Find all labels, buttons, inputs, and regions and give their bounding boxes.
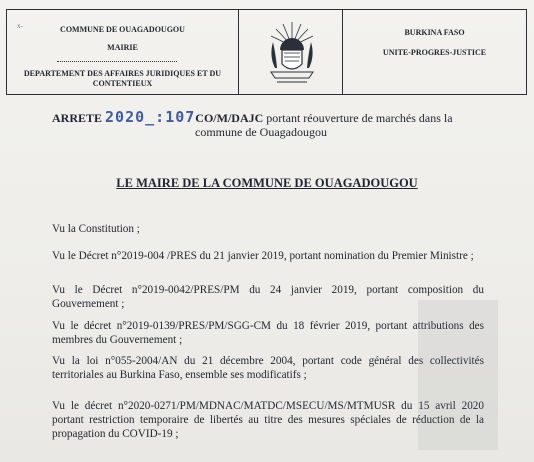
mairie-label: MAIRIE (107, 43, 138, 52)
coat-of-arms-icon (263, 16, 321, 88)
commune-name: COMMUNE DE OUAGADOUGOU (60, 25, 185, 34)
letterhead-left (7, 10, 239, 94)
visa-item: Vu le décret n°2019-0139/PRES/PM/SGG-CM du 18 février 2019, portant attributions des membres du Gouvernement ; (52, 320, 484, 346)
visa-item: Vu le Décret n°2019-0042/PRES/PM du 24 janvier 2019, portant composition du Gouvernement ; (52, 284, 484, 310)
header-rule (57, 61, 177, 62)
arrete-number: 2020_:107 (105, 108, 196, 126)
arrete-subject-line1: portant réouverture de marchés dans la (266, 111, 453, 125)
margin-mark: x- (17, 22, 23, 30)
national-motto: UNITE-PROGRES-JUSTICE (382, 48, 487, 57)
arrete-title (52, 110, 522, 139)
letterhead-emblem (239, 10, 343, 94)
visa-item: Vu le décret n°2020-0271/PM/MDNAC/MATDC/MSECU/MS/MTMUSR du 15 avril 2020 portant restriction temporaire de libertés au titre des mesures spéciales de réduction de la propagation du COVID-19 ; (52, 400, 484, 440)
letterhead (6, 9, 527, 95)
visa-item: Vu la loi n°055-2004/AN du 21 décembre 2004, portant code général des collectivités territoriales au Burkina Faso, ensemble ses modificatifs ; (52, 355, 484, 381)
visa-item: Vu la Constitution ; (52, 223, 140, 235)
letterhead-right (343, 10, 526, 94)
arrete-code: CO/M/DAJC (195, 111, 264, 125)
arrete-label: ARRETE (52, 111, 103, 125)
visa-item: Vu le Décret n°2019-004 /PRES du 21 janvier 2019, portant nomination du Premier Ministre ; (52, 250, 474, 262)
department-name: DEPARTEMENT DES AFFAIRES JURIDIQUES ET DU CONTENTIEUX (23, 69, 222, 88)
arrete-subject-line2: commune de Ouagadougou (195, 125, 327, 139)
country-name: BURKINA FASO (404, 28, 465, 37)
maire-heading: LE MAIRE DE LA COMMUNE DE OUAGADOUGOU (116, 176, 418, 190)
bleed-through-shadow (418, 300, 498, 450)
